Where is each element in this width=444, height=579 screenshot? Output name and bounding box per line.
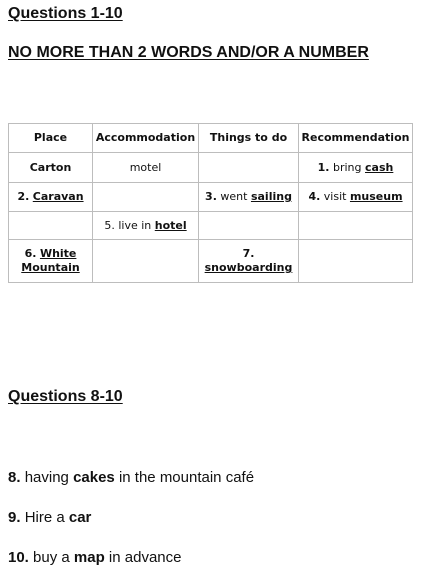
question-number: 2. [17, 190, 30, 203]
answer-text: White [39, 247, 77, 260]
item-text: buy a [33, 549, 70, 566]
table-row [9, 212, 413, 240]
list-item [8, 549, 181, 566]
header-things-to-do: Things to do [199, 124, 299, 153]
cell-recommendation [299, 240, 413, 283]
cell-things-to-do [199, 212, 299, 240]
recommendation-text: bring [333, 160, 362, 174]
todo-text: went [220, 190, 248, 203]
item-text: in advance [108, 549, 182, 566]
item-number: 9. [8, 509, 21, 526]
answer-text: Mountain [21, 261, 80, 274]
header-accommodation: Accommodation [93, 124, 199, 153]
answer-text: snowboarding [204, 261, 293, 274]
item-text: Hire a [24, 509, 65, 526]
answer-table [8, 123, 413, 283]
cell-place [9, 240, 93, 283]
accommodation-text: motel [129, 160, 162, 174]
cell-recommendation [299, 212, 413, 240]
answer-text: Caravan [32, 190, 84, 203]
recommendation-text: visit [323, 190, 347, 203]
cell-accommodation [93, 153, 199, 183]
answer-text: sailing [250, 190, 292, 203]
header-recommendation: Recommendation [299, 124, 413, 153]
question-number: 4. [308, 190, 321, 203]
table-row [9, 153, 413, 183]
table-header-row [9, 124, 413, 153]
questions-8-10-heading: Questions 8-10 [8, 388, 123, 405]
answer-text: museum [349, 190, 403, 203]
list-item [8, 509, 91, 526]
item-text: having [24, 469, 69, 486]
cell-accommodation [93, 212, 199, 240]
cell-things-to-do [199, 240, 299, 283]
question-number: 7. [242, 247, 255, 260]
question-number: 1. [317, 160, 330, 174]
instruction-heading: NO MORE THAN 2 WORDS AND/OR A NUMBER [8, 44, 369, 61]
header-place: Place [9, 124, 93, 153]
item-answer: cakes [73, 469, 115, 486]
cell-place [9, 212, 93, 240]
cell-place [9, 153, 93, 183]
item-answer: car [68, 509, 92, 526]
cell-place [9, 183, 93, 212]
item-number: 8. [8, 469, 21, 486]
answer-text: hotel [154, 218, 187, 232]
table-row [9, 183, 413, 212]
question-number: 5. [104, 218, 115, 232]
cell-accommodation [93, 240, 199, 283]
accommodation-text: live in [118, 218, 152, 232]
item-number: 10. [8, 549, 29, 566]
answer-text: cash [365, 160, 394, 174]
cell-things-to-do [199, 183, 299, 212]
cell-recommendation [299, 153, 413, 183]
item-answer: map [73, 549, 105, 566]
cell-things-to-do [199, 153, 299, 183]
place-text: Carton [29, 160, 72, 174]
questions-1-10-heading: Questions 1-10 [8, 5, 123, 22]
cell-recommendation [299, 183, 413, 212]
question-number: 6. [24, 247, 37, 260]
table-row [9, 240, 413, 283]
item-text: in the mountain café [118, 469, 255, 486]
question-number: 3. [205, 190, 217, 203]
list-item [8, 469, 254, 486]
cell-accommodation [93, 183, 199, 212]
